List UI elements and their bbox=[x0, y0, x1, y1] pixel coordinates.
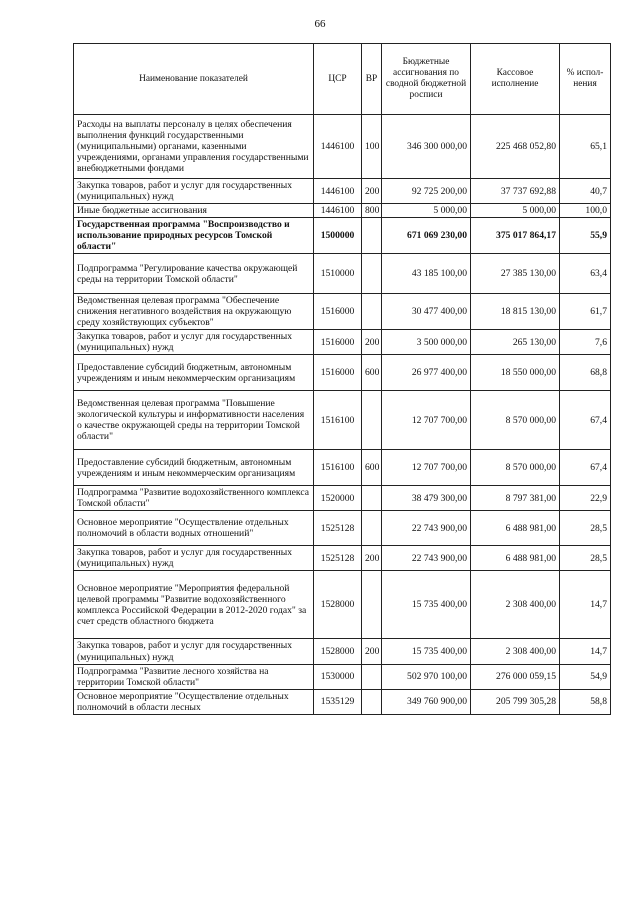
row-vr bbox=[362, 218, 382, 254]
row-pct: 28,5 bbox=[560, 546, 611, 571]
header-csr: ЦСР bbox=[314, 44, 362, 115]
row-csr: 1446100 bbox=[314, 204, 362, 218]
row-budget: 349 760 900,00 bbox=[382, 689, 471, 714]
row-budget: 5 000,00 bbox=[382, 204, 471, 218]
row-cash: 37 737 692,88 bbox=[471, 179, 560, 204]
table-row bbox=[74, 511, 611, 546]
row-csr: 1528000 bbox=[314, 639, 362, 664]
row-vr: 200 bbox=[362, 330, 382, 355]
row-vr: 600 bbox=[362, 355, 382, 391]
row-cash: 205 799 305,28 bbox=[471, 689, 560, 714]
row-name: Закупка товаров, работ и услуг для государственных (муниципальных) нужд bbox=[74, 546, 314, 571]
row-pct: 7,6 bbox=[560, 330, 611, 355]
row-cash: 5 000,00 bbox=[471, 204, 560, 218]
table-row bbox=[74, 218, 611, 254]
row-budget: 15 735 400,00 bbox=[382, 639, 471, 664]
header-budget: Бюджетные ассигнования по сводной бюджетной росписи bbox=[382, 44, 471, 115]
row-pct: 55,9 bbox=[560, 218, 611, 254]
row-cash: 2 308 400,00 bbox=[471, 639, 560, 664]
table-row bbox=[74, 391, 611, 450]
row-budget: 92 725 200,00 bbox=[382, 179, 471, 204]
row-vr: 100 bbox=[362, 115, 382, 179]
row-name: Закупка товаров, работ и услуг для государственных (муниципальных) нужд bbox=[74, 330, 314, 355]
row-csr: 1516000 bbox=[314, 355, 362, 391]
row-csr: 1535129 bbox=[314, 689, 362, 714]
row-vr bbox=[362, 571, 382, 639]
row-cash: 265 130,00 bbox=[471, 330, 560, 355]
row-budget: 12 707 700,00 bbox=[382, 450, 471, 486]
table-row bbox=[74, 294, 611, 330]
row-name: Закупка товаров, работ и услуг для государственных (муниципальных) нужд bbox=[74, 179, 314, 204]
row-pct: 100,0 bbox=[560, 204, 611, 218]
row-csr: 1525128 bbox=[314, 511, 362, 546]
table-row bbox=[74, 204, 611, 218]
table-row bbox=[74, 115, 611, 179]
row-budget: 22 743 900,00 bbox=[382, 546, 471, 571]
budget-execution-table bbox=[73, 43, 611, 715]
row-vr: 600 bbox=[362, 450, 382, 486]
row-cash: 8 797 381,00 bbox=[471, 486, 560, 511]
row-name: Ведомственная целевая программа "Обеспечение снижения негативного воздействия на окружающую среду хозяйствующих субъектов" bbox=[74, 294, 314, 330]
row-name: Подпрограмма "Развитие лесного хозяйства на территории Томской области" bbox=[74, 664, 314, 689]
row-name: Основное мероприятие "Осуществление отдельных полномочий в области водных отношений" bbox=[74, 511, 314, 546]
header-cash: Кассовое исполнение bbox=[471, 44, 560, 115]
row-name: Предоставление субсидий бюджетным, автономным учреждениям и иным некоммерческим организациям bbox=[74, 450, 314, 486]
row-budget: 30 477 400,00 bbox=[382, 294, 471, 330]
row-cash: 27 385 130,00 bbox=[471, 254, 560, 294]
row-vr: 200 bbox=[362, 546, 382, 571]
row-name: Иные бюджетные ассигнования bbox=[74, 204, 314, 218]
row-vr: 200 bbox=[362, 639, 382, 664]
row-vr: 800 bbox=[362, 204, 382, 218]
row-cash: 6 488 981,00 bbox=[471, 546, 560, 571]
row-name: Государственная программа "Воспроизводство и использование природных ресурсов Томской области" bbox=[74, 218, 314, 254]
row-name: Основное мероприятие "Мероприятия федеральной целевой программы "Развитие водохозяйственного комплекса Российской Федерации в 2012-2020 годах" за счет средств областного бюджета bbox=[74, 571, 314, 639]
row-csr: 1446100 bbox=[314, 115, 362, 179]
table-body bbox=[74, 115, 611, 715]
row-vr bbox=[362, 486, 382, 511]
row-pct: 22,9 bbox=[560, 486, 611, 511]
row-budget: 12 707 700,00 bbox=[382, 391, 471, 450]
row-vr bbox=[362, 689, 382, 714]
row-pct: 28,5 bbox=[560, 511, 611, 546]
row-budget: 346 300 000,00 bbox=[382, 115, 471, 179]
row-cash: 8 570 000,00 bbox=[471, 450, 560, 486]
row-pct: 63,4 bbox=[560, 254, 611, 294]
row-csr: 1528000 bbox=[314, 571, 362, 639]
row-cash: 375 017 864,17 bbox=[471, 218, 560, 254]
row-cash: 8 570 000,00 bbox=[471, 391, 560, 450]
table-row bbox=[74, 689, 611, 714]
row-pct: 67,4 bbox=[560, 391, 611, 450]
page-number: 66 bbox=[314, 18, 326, 30]
row-cash: 18 550 000,00 bbox=[471, 355, 560, 391]
row-pct: 67,4 bbox=[560, 450, 611, 486]
table-row bbox=[74, 571, 611, 639]
header-name: Наименование показателей bbox=[74, 44, 314, 115]
row-budget: 3 500 000,00 bbox=[382, 330, 471, 355]
table-header-row bbox=[74, 44, 611, 115]
row-name: Закупка товаров, работ и услуг для государственных (муниципальных) нужд bbox=[74, 639, 314, 664]
row-vr bbox=[362, 511, 382, 546]
row-pct: 54,9 bbox=[560, 664, 611, 689]
row-name: Основное мероприятие "Осуществление отдельных полномочий в области лесных bbox=[74, 689, 314, 714]
row-vr bbox=[362, 254, 382, 294]
row-vr: 200 bbox=[362, 179, 382, 204]
table-row bbox=[74, 639, 611, 664]
row-csr: 1500000 bbox=[314, 218, 362, 254]
row-name: Ведомственная целевая программа "Повышение экологической культуры и информативности населения о качестве окружающей среды на территории Томской области" bbox=[74, 391, 314, 450]
table-row bbox=[74, 179, 611, 204]
row-cash: 225 468 052,80 bbox=[471, 115, 560, 179]
row-name: Предоставление субсидий бюджетным, автономным учреждениям и иным некоммерческим организациям bbox=[74, 355, 314, 391]
row-cash: 276 000 059,15 bbox=[471, 664, 560, 689]
header-vr: ВР bbox=[362, 44, 382, 115]
row-pct: 58,8 bbox=[560, 689, 611, 714]
table-row bbox=[74, 254, 611, 294]
row-cash: 2 308 400,00 bbox=[471, 571, 560, 639]
row-budget: 26 977 400,00 bbox=[382, 355, 471, 391]
row-pct: 14,7 bbox=[560, 571, 611, 639]
row-cash: 6 488 981,00 bbox=[471, 511, 560, 546]
row-cash: 18 815 130,00 bbox=[471, 294, 560, 330]
row-csr: 1516100 bbox=[314, 450, 362, 486]
row-csr: 1516100 bbox=[314, 391, 362, 450]
header-pct: % испол-нения bbox=[560, 44, 611, 115]
row-budget: 502 970 100,00 bbox=[382, 664, 471, 689]
row-csr: 1510000 bbox=[314, 254, 362, 294]
row-pct: 68,8 bbox=[560, 355, 611, 391]
row-vr bbox=[362, 664, 382, 689]
row-name: Подпрограмма "Регулирование качества окружающей среды на территории Томской области" bbox=[74, 254, 314, 294]
row-csr: 1446100 bbox=[314, 179, 362, 204]
row-pct: 61,7 bbox=[560, 294, 611, 330]
row-budget: 671 069 230,00 bbox=[382, 218, 471, 254]
row-name: Подпрограмма "Развитие водохозяйственного комплекса Томской области" bbox=[74, 486, 314, 511]
row-budget: 38 479 300,00 bbox=[382, 486, 471, 511]
table-row bbox=[74, 450, 611, 486]
table-row bbox=[74, 330, 611, 355]
table-row bbox=[74, 664, 611, 689]
table-row bbox=[74, 355, 611, 391]
row-csr: 1516000 bbox=[314, 294, 362, 330]
row-vr bbox=[362, 391, 382, 450]
row-csr: 1516000 bbox=[314, 330, 362, 355]
row-budget: 43 185 100,00 bbox=[382, 254, 471, 294]
table-row bbox=[74, 486, 611, 511]
row-budget: 15 735 400,00 bbox=[382, 571, 471, 639]
row-vr bbox=[362, 294, 382, 330]
row-pct: 40,7 bbox=[560, 179, 611, 204]
row-budget: 22 743 900,00 bbox=[382, 511, 471, 546]
row-name: Расходы на выплаты персоналу в целях обеспечения выполнения функций государственными (муниципальными) органами, казенными учреждениями, органами управления государственными внебюджетными фондами bbox=[74, 115, 314, 179]
row-csr: 1525128 bbox=[314, 546, 362, 571]
row-pct: 65,1 bbox=[560, 115, 611, 179]
row-pct: 14,7 bbox=[560, 639, 611, 664]
row-csr: 1530000 bbox=[314, 664, 362, 689]
table-row bbox=[74, 546, 611, 571]
row-csr: 1520000 bbox=[314, 486, 362, 511]
